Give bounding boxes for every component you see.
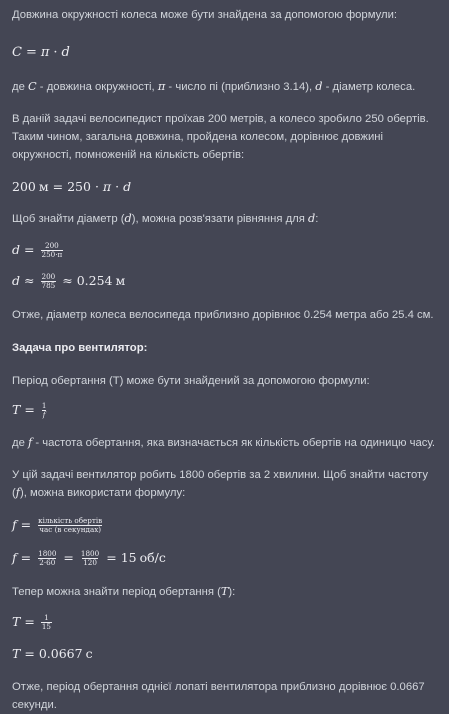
fraction-numerator: кількість обертів: [38, 515, 103, 525]
frequency-formula-1: [12, 516, 439, 534]
formula-unit: м: [38, 179, 49, 194]
symbol-d: d: [315, 80, 323, 93]
formula-symbol: d: [12, 242, 21, 257]
paragraph-text: У цій задачі вентилятор робить 1800 обертів за 2 хвилини. Щоб знайти частоту (: [12, 469, 428, 499]
diameter-formula-2: [12, 272, 439, 290]
formula-symbol: T: [12, 646, 21, 661]
formula-number: 15: [120, 550, 137, 565]
equals-sign: =: [24, 614, 35, 629]
fan-definition: [12, 434, 439, 452]
dot-operator: ·: [94, 179, 99, 194]
fraction: [41, 273, 57, 290]
fraction: [41, 614, 52, 631]
fraction-numerator: 1: [44, 612, 49, 622]
formula-symbol: T: [12, 614, 21, 629]
fraction: [41, 402, 48, 419]
definitions-prefix: де: [12, 81, 29, 93]
formula-number: 200: [12, 179, 36, 194]
paragraph-text: ), можна використати формулу:: [19, 487, 186, 499]
fraction-denominator: час (в секундах): [39, 524, 102, 534]
formula-symbol: f: [12, 517, 17, 532]
solve-text: ), можна розв'язати рівняння для: [131, 213, 309, 225]
formula-symbol: d: [123, 179, 132, 194]
fraction-denominator: 2·60: [39, 557, 56, 567]
wheel-paragraph: В даній задачі велосипедист проїхав 200 метрів, а колесо зробило 250 обертів. Таким чином, загальна довжина, пройдена колесом, дорівнює довжині окружності, помноженій на кількість обертів:: [12, 113, 429, 161]
symbol-d: d: [308, 212, 316, 225]
equals-sign: =: [63, 550, 74, 565]
definition-text: - довжина окружності,: [36, 81, 158, 93]
period-text: Тепер можна знайти період обертання (: [12, 586, 221, 598]
approx-sign: ≈: [24, 273, 35, 288]
formula-symbol: π: [102, 179, 112, 194]
formula-number: 250: [67, 179, 91, 194]
symbol-f: f: [15, 486, 20, 499]
period-formula-2: [12, 613, 439, 631]
fraction: [41, 242, 64, 259]
fan-intro: Період обертання (T) може бути знайдений за допомогою формули:: [12, 375, 370, 387]
formula-unit: об/с: [139, 550, 166, 565]
symbol-f: f: [28, 436, 33, 449]
equals-sign: =: [106, 550, 117, 565]
equals-sign: =: [52, 179, 64, 194]
period-sentence: [12, 583, 439, 601]
equals-sign: =: [24, 402, 35, 417]
formula-unit: с: [85, 646, 93, 661]
solve-text: Щоб знайти діаметр (: [12, 213, 125, 225]
formula-symbol: C: [12, 45, 22, 60]
symbol-d: d: [124, 212, 132, 225]
fraction: [37, 517, 103, 534]
formula-symbol: π: [40, 45, 50, 60]
symbol-C: C: [28, 80, 37, 93]
fan-conclusion: Отже, період обертання однієї лопаті вентилятора приблизно дорівнює 0.0667 секунди.: [12, 681, 425, 711]
dot-operator: ·: [53, 45, 58, 60]
diameter-formula-1: [12, 241, 439, 259]
equals-sign: =: [24, 646, 35, 661]
solve-for-d: [12, 210, 439, 228]
equals-sign: =: [20, 517, 32, 532]
period-result: [12, 645, 439, 663]
equals-sign: =: [25, 45, 37, 60]
formula-symbol: d: [61, 45, 70, 60]
circumference-formula: [12, 44, 439, 62]
definition-text: - частота обертання, яка визначається як кількість обертів на одиницю часу.: [32, 437, 436, 449]
formula-symbol: f: [12, 550, 17, 565]
fraction-numerator: 1800: [80, 548, 100, 558]
fraction-numerator: 1800: [38, 548, 57, 558]
fraction-denominator: 120: [83, 557, 97, 567]
wheel-conclusion: Отже, діаметр колеса велосипеда приблизно дорівнює 0.254 метра або 25.4 см.: [12, 309, 434, 321]
fraction-numerator: 1: [41, 400, 47, 410]
fraction: [37, 550, 57, 567]
formula-unit: м: [115, 273, 126, 288]
formula-symbol: d: [12, 273, 21, 288]
fraction-denominator: 15: [41, 621, 51, 631]
solve-text: :: [315, 213, 319, 225]
fan-heading: Задача про вентилятор:: [12, 342, 148, 354]
fan-paragraph: [12, 466, 439, 502]
approx-sign: ≈: [62, 273, 73, 288]
fraction-denominator: f: [42, 409, 46, 419]
definition-text: - число пі (приблизно 3.14),: [165, 81, 316, 93]
definition-text: - діаметр колеса.: [322, 81, 416, 93]
equals-sign: =: [20, 550, 32, 565]
fraction-numerator: 200: [41, 271, 56, 281]
fraction: [80, 550, 100, 567]
period-formula: [12, 401, 439, 419]
equals-sign: =: [24, 242, 35, 257]
dot-operator: ·: [115, 179, 120, 194]
period-text: ):: [228, 586, 236, 598]
symbol-pi: π: [157, 80, 166, 93]
formula-number: 0.0667: [38, 646, 83, 661]
formula-number: 0.254: [76, 273, 113, 288]
fraction-denominator: 250·π: [41, 249, 63, 259]
frequency-formula-2: [12, 549, 439, 567]
total-distance-formula: [12, 178, 439, 196]
wheel-definitions: [12, 78, 439, 96]
formula-symbol: T: [12, 402, 21, 417]
fraction-numerator: 200: [45, 240, 59, 250]
wheel-intro: Довжина окружності колеса може бути знайдена за допомогою формули:: [12, 9, 398, 21]
definitions-prefix: де: [12, 437, 29, 449]
symbol-T: T: [220, 585, 229, 598]
fraction-denominator: 785: [41, 280, 56, 290]
